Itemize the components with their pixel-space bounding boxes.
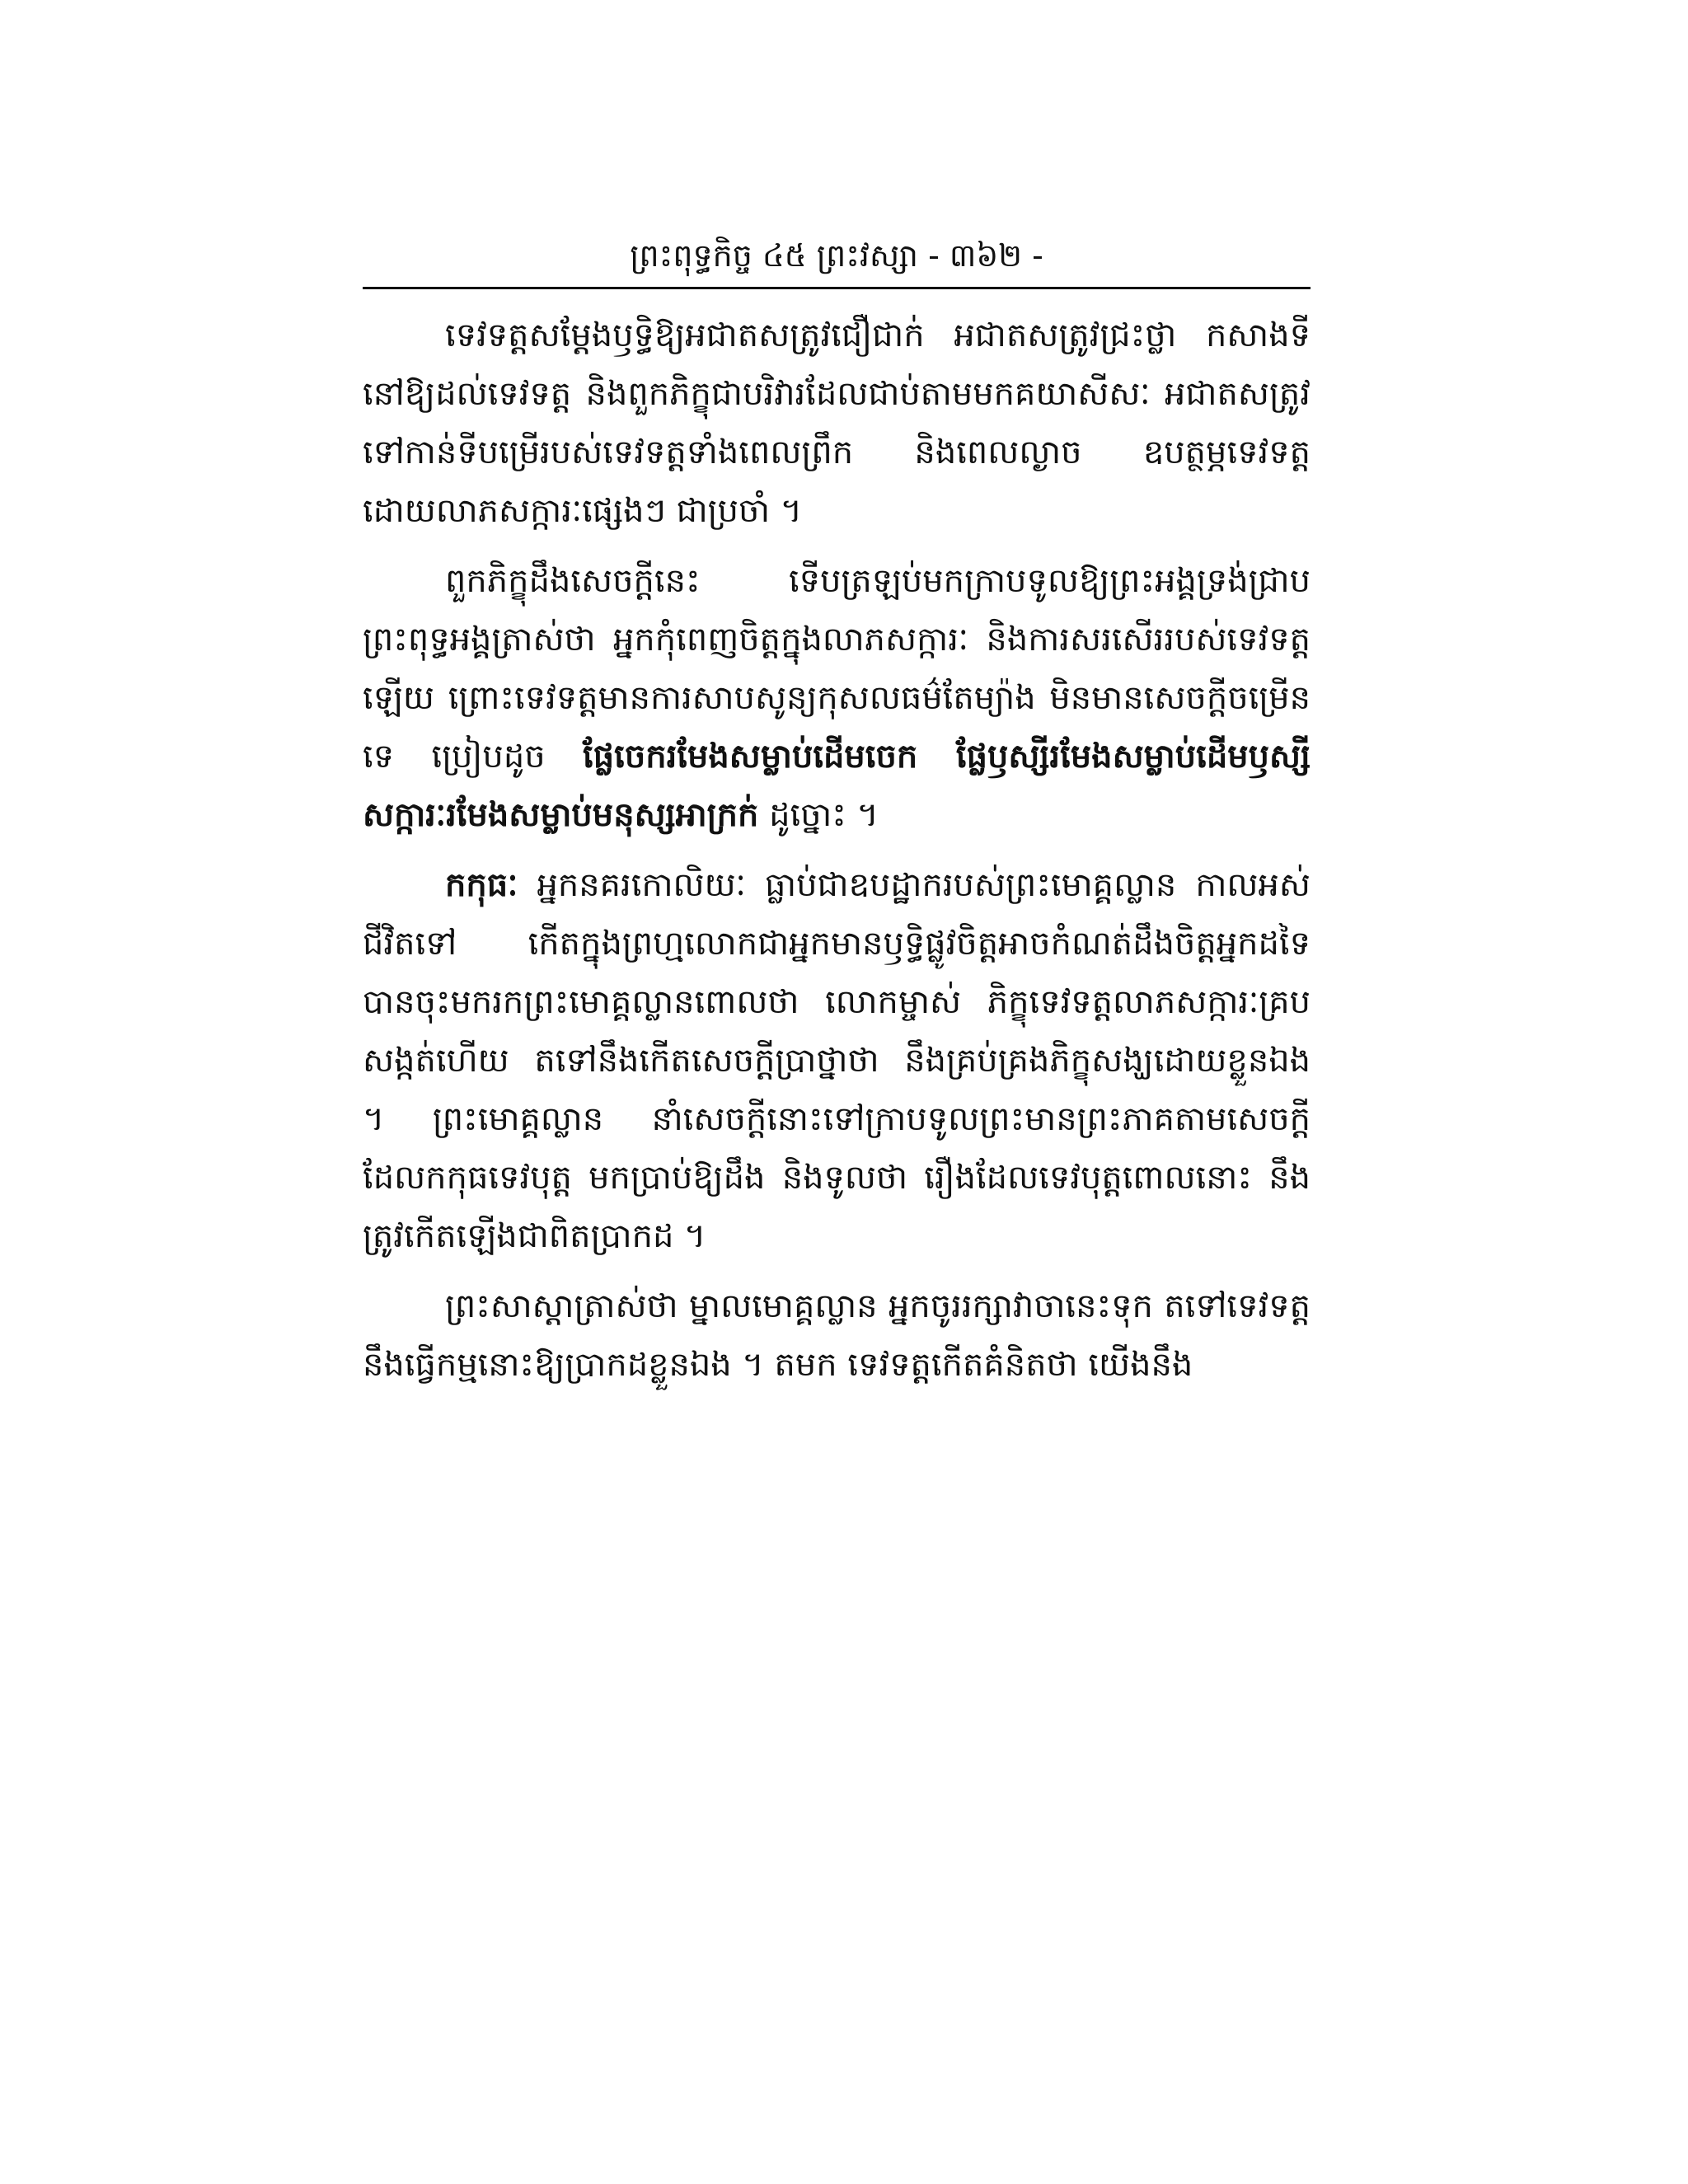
paragraph-3-bold-lead: កកុធៈ — [445, 866, 518, 904]
paragraph-3-text: អ្នកនគរកោលិយៈ ធ្លាប់ជាឧបដ្ឋាករបស់ព្រះមោគ្គល្លាន កាលអស់ជីវិតទៅ កើតក្នុងព្រហ្មលោកជាអ្នកមានឫទ្ធិផ្លូវចិត្តអាចកំណត់ដឹងចិត្តអ្នកដទៃ បានចុះមករកព្រះមោគ្គល្លានពោលថា លោកម្ចាស់ ភិក្ខុទេវទត្តលាភសក្ការៈគ្របសង្កត់ហើយ តទៅនឹងកើតសេចក្ដីប្រាថ្នាថា នឹងគ្រប់គ្រងភិក្ខុសង្ឃដោយខ្លួនឯង ។ ព្រះមោគ្គល្លាន នាំសេចក្ដីនោះទៅក្រាបទូលព្រះមានព្រះភាគតាមសេចក្ដីដែលកកុធទេវបុត្ត មកប្រាប់ឱ្យដឹង និងទូលថា រឿងដែលទេវបុត្តពោលនោះ នឹងត្រូវកើតឡើងជាពិតប្រាកដ ។ — [363, 866, 1311, 1255]
paragraph-2-text-after: ដូច្នោះ ។ — [758, 796, 879, 834]
paragraph-2-bold-simile: ផ្លែចេករមែងសម្លាប់ដើមចេក ផ្លែឫស្សីរមែងសម្លាប់ដើមឫស្សី សក្ការៈរមែងសម្លាប់មនុស្សអាក្រក់ — [363, 738, 1311, 834]
paragraph-2 — [363, 552, 1311, 845]
header-rule — [363, 287, 1311, 289]
paragraph-2-text-before: ពួកភិក្ខុដឹងសេចក្ដីនេះ ទើបត្រឡប់មកក្រាបទូលឱ្យព្រះអង្គទ្រង់ជ្រាប ព្រះពុទ្ធអង្គត្រាស់ថា អ្នកកុំពេញចិត្តក្នុងលាភសក្ការៈ និងការសរសើររបស់ទេវទត្តឡើយ ព្រោះទេវទត្តមានការសាបសូន្យកុសលធម៌តែម្យ៉ាង មិនមានសេចក្ដីចម្រើនទេ ប្រៀបដូច — [363, 562, 1311, 776]
running-header: ព្រះពុទ្ធកិច្ច ៤៥ ព្រះវស្សា ‑ ៣៦២ ‑ — [630, 237, 1043, 274]
paragraph-4: ព្រះសាស្ដាត្រាស់ថា ម្នាលមោគ្គល្លាន អ្នកចូររក្សាវាចានេះទុក តទៅទេវទត្តនឹងធ្វើកម្មនោះឱ្យប្រាកដខ្លួនឯង ។ តមក ទេវទត្តកើតគំនិតថា យើងនឹង — [363, 1287, 1311, 1384]
body-text — [363, 307, 1311, 1394]
paragraph-1: ទេវទត្តសម្ដែងឫទ្ធិឱ្យអជាតសត្រូវជឿជាក់ អជាតសត្រូវជ្រះថ្លា កសាងទីនៅឱ្យដល់ទេវទត្ត និងពួកភិក្ខុជាបរិវារដែលជាប់តាមមកគយាសីសៈ អជាតសត្រូវទៅកាន់ទីបម្រើរបស់ទេវទត្តទាំងពេលព្រឹក និងពេលល្ងាច ឧបត្ថម្ភទេវទត្តដោយលាភសក្ការៈផ្សេងៗ ជាប្រចាំ ។ — [363, 316, 1311, 530]
paragraph-3 — [363, 856, 1311, 1266]
